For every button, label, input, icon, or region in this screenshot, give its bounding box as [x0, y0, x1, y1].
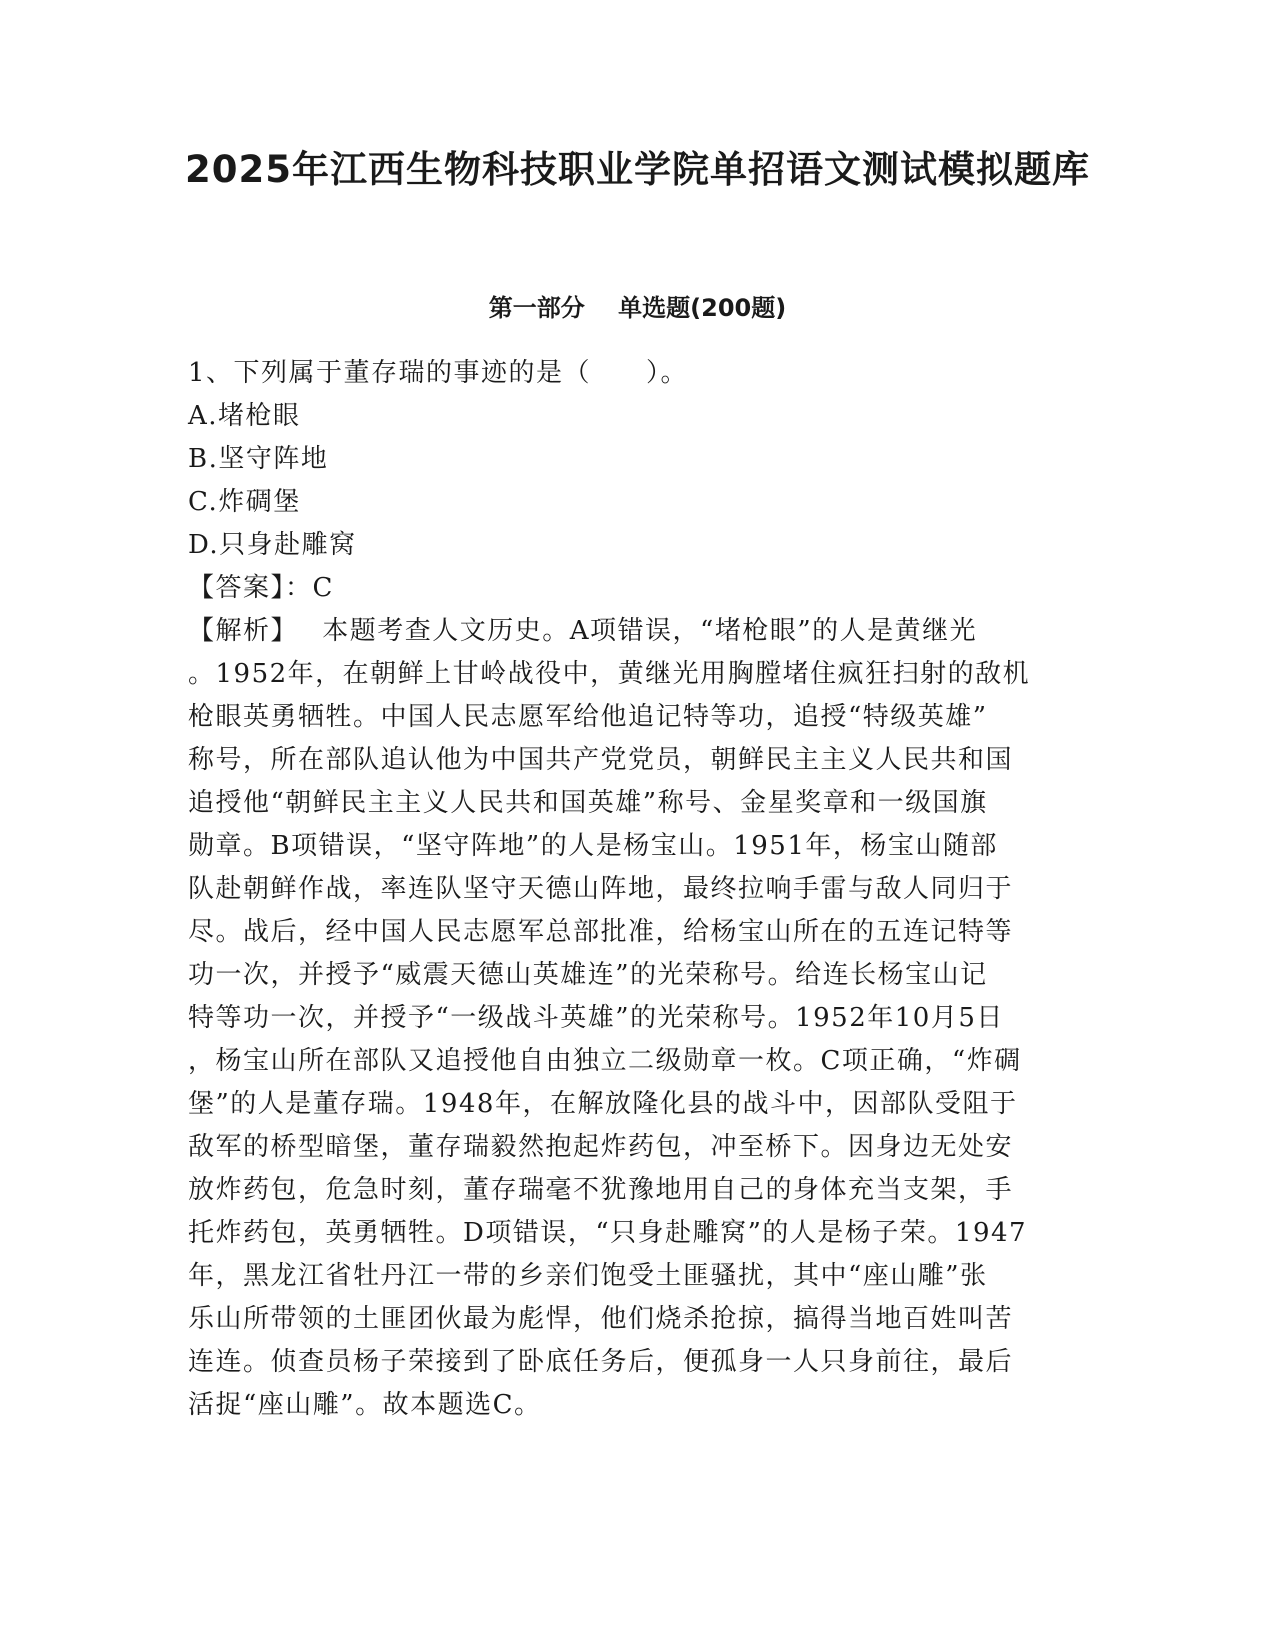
answer-line: 【答案】：C — [188, 573, 334, 603]
explanation-line: 年，黑龙江省牡丹江一带的乡亲们饱受土匪骚扰，其中“座山雕”张 — [188, 1261, 988, 1291]
explanation-line: 堡”的人是董存瑞。1948年，在解放隆化县的战斗中，因部队受阻于 — [188, 1089, 1018, 1119]
explanation-line: 称号，所在部队追认他为中国共产党党员，朝鲜民主主义人民共和国 — [188, 745, 1014, 775]
explanation-line: 功一次，并授予“威震天德山英雄连”的光荣称号。给连长杨宝山记 — [188, 960, 988, 990]
explanation-line: 乐山所带领的土匪团伙最为彪悍，他们烧杀抢掠，搞得当地百姓叫苦 — [188, 1304, 1014, 1334]
explanation-line: 【解析】 本题考查人文历史。A项错误，“堵枪眼”的人是黄继光 — [188, 616, 978, 646]
section-title: 第一部分 单选题(200题) — [488, 294, 787, 322]
option-a: A.堵枪眼 — [188, 401, 301, 431]
explanation-line: 特等功一次，并授予“一级战斗英雄”的光荣称号。1952年10月5日 — [188, 1003, 1004, 1033]
explanation-line: 活捉“座山雕”。故本题选C。 — [188, 1390, 542, 1420]
explanation-line: ，杨宝山所在部队又追授他自由独立二级勋章一枚。C项正确，“炸碉 — [188, 1046, 1022, 1076]
document-title: 2025年江西生物科技职业学院单招语文测试模拟题库 — [185, 148, 1090, 191]
question-stem: 1、下列属于董存瑞的事迹的是（ ）。 — [188, 358, 689, 388]
explanation-line: 尽。战后，经中国人民志愿军总部批准，给杨宝山所在的五连记特等 — [188, 917, 1014, 947]
option-b: B.坚守阵地 — [188, 444, 329, 474]
explanation-line: 追授他“朝鲜民主主义人民共和国英雄”称号、金星奖章和一级国旗 — [188, 788, 988, 818]
explanation-line: 。1952年，在朝鲜上甘岭战役中，黄继光用胸膛堵住疯狂扫射的敌机 — [188, 659, 1031, 689]
explanation-line: 枪眼英勇牺牲。中国人民志愿军给他追记特等功，追授“特级英雄” — [188, 702, 988, 732]
explanation-line: 队赴朝鲜作战，率连队坚守天德山阵地，最终拉响手雷与敌人同归于 — [188, 874, 1014, 904]
option-d: D.只身赴雕窝 — [188, 530, 357, 560]
explanation-line: 勋章。B项错误，“坚守阵地”的人是杨宝山。1951年，杨宝山随部 — [188, 831, 998, 861]
explanation-line: 连连。侦查员杨子荣接到了卧底任务后，便孤身一人只身前往，最后 — [188, 1347, 1014, 1377]
question-block — [188, 352, 1088, 1427]
explanation-line: 放炸药包，危急时刻，董存瑞毫不犹豫地用自己的身体充当支架，手 — [188, 1175, 1014, 1205]
explanation-line: 敌军的桥型暗堡，董存瑞毅然抱起炸药包，冲至桥下。因身边无处安 — [188, 1132, 1014, 1162]
explanation-line: 托炸药包，英勇牺牲。D项错误，“只身赴雕窝”的人是杨子荣。1947 — [188, 1218, 1028, 1248]
option-c: C.炸碉堡 — [188, 487, 301, 517]
